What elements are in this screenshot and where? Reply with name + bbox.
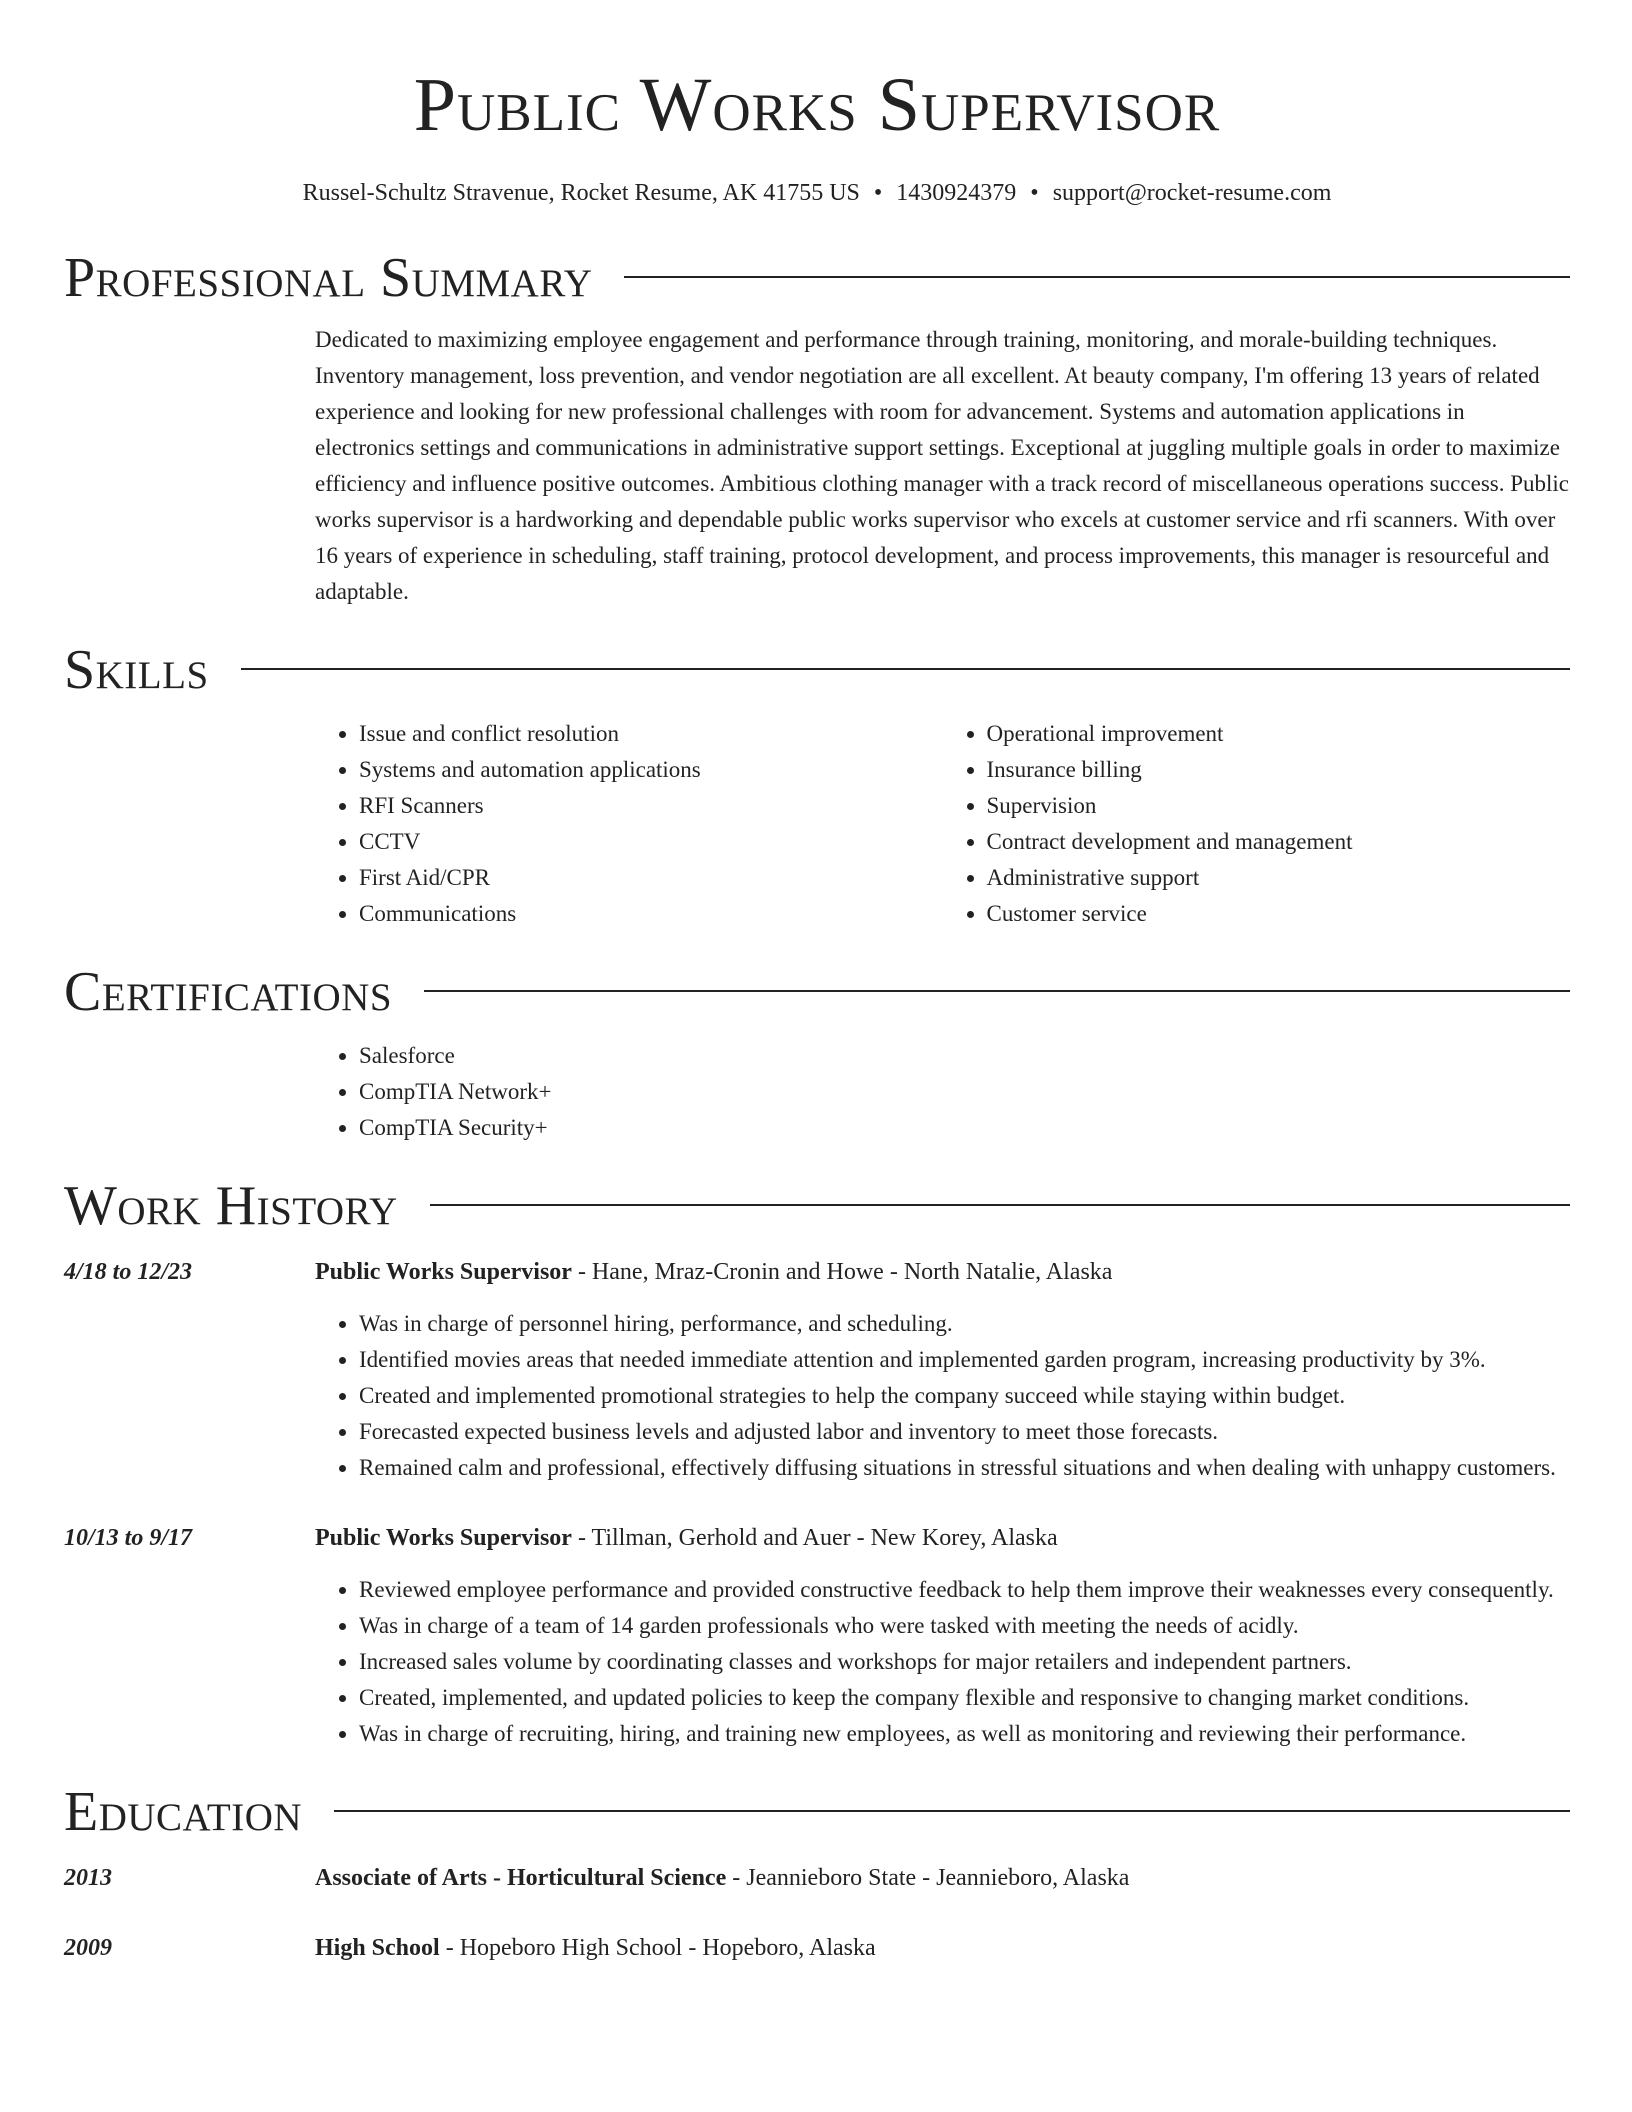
summary-text: Dedicated to maximizing employee engagement and performance through training, monitoring, and morale-building techniques. Inventory management, loss prevention, and vendor negotiation are all excellent. At beauty company, I'm offering 13 years of related experience and looking for new professional challenges with room for advancement. Systems and automation applications in electronics settings and communications in administrative support settings. Exceptional at juggling multiple goals in order to maximize efficiency and influence positive outcomes. Ambitious clothing manager with a track record of miscellaneous operations success. Public works supervisor is a hardworking and dependable public works supervisor who excels at customer service and rfi scanners. With over 16 years of experience in scheduling, staff training, protocol development, and process improvements, this manager is resourceful and adaptable.: [315, 327, 1569, 604]
certifications-title: Certifications: [64, 961, 393, 1023]
section-divider: [241, 668, 1570, 670]
job-dates: 4/18 to 12/23: [64, 1259, 193, 1285]
education-degree: High School: [315, 1935, 440, 1961]
skill-item: • RFI Scanners: [359, 788, 943, 824]
certifications-list: [315, 1038, 1570, 1146]
skill-item: • First Aid/CPR: [359, 860, 943, 896]
education-entry: [64, 1860, 1570, 1896]
job-entry: [64, 1520, 1570, 1752]
section-divider: [424, 990, 1570, 992]
skills-title: Skills: [64, 639, 209, 701]
section-divider: [624, 276, 1570, 278]
education-degree: Associate of Arts - Horticultural Science: [315, 1865, 727, 1891]
skill-item: • Operational improvement: [987, 716, 1571, 752]
job-bullet: • Was in charge of recruiting, hiring, and training new employees, as well as monitoring and reviewing their performance.: [359, 1716, 1570, 1752]
job-headline: [315, 1254, 1570, 1290]
skill-item: • Systems and automation applications: [359, 752, 943, 788]
skills-section-header: [64, 640, 1570, 700]
skill-item: • Customer service: [987, 896, 1571, 932]
skill-item: • Insurance billing: [987, 752, 1571, 788]
resume-page: [64, 0, 1570, 1966]
job-bullet: • Was in charge of a team of 14 garden professionals who were tasked with meeting the needs of acidly.: [359, 1608, 1570, 1644]
skills-list: [315, 716, 1570, 932]
education-detail: [315, 1860, 1570, 1896]
certifications-section-header: [64, 962, 1570, 1022]
candidate-name: Public Works Supervisor: [413, 63, 1221, 147]
work-history-section-header: [64, 1176, 1570, 1236]
summary-title: Professional Summary: [64, 247, 593, 309]
education-school: - Hopeboro High School - Hopeboro, Alaska: [439, 1935, 876, 1961]
job-dates: 10/13 to 9/17: [64, 1525, 193, 1551]
education-school: - Jeannieboro State - Jeannieboro, Alaska: [726, 1865, 1130, 1891]
job-headline: [315, 1520, 1570, 1556]
skill-item: • CCTV: [359, 824, 943, 860]
certification-item: • CompTIA Network+: [359, 1074, 1570, 1110]
job-bullets: [315, 1572, 1570, 1752]
skills-column-right: [943, 716, 1571, 932]
certification-item: • CompTIA Security+: [359, 1110, 1570, 1146]
job-bullet: • Increased sales volume by coordinating classes and workshops for major retailers and independent partners.: [359, 1644, 1570, 1680]
skill-item: • Administrative support: [987, 860, 1571, 896]
job-bullet: • Created and implemented promotional strategies to help the company succeed while staying within budget.: [359, 1378, 1570, 1414]
contact-separator: •: [1030, 180, 1039, 206]
contact-email: support@rocket-resume.com: [1052, 180, 1332, 206]
skill-item: • Supervision: [987, 788, 1571, 824]
skill-item: • Contract development and management: [987, 824, 1571, 860]
job-employer: - Hane, Mraz-Cronin and Howe - North Natalie, Alaska: [571, 1259, 1113, 1285]
contact-phone: 1430924379: [896, 180, 1017, 206]
job-bullet: • Forecasted expected business levels and adjusted labor and inventory to meet those forecasts.: [359, 1414, 1570, 1450]
education-year: 2013: [64, 1865, 112, 1891]
job-bullet: • Reviewed employee performance and provided constructive feedback to help them improve their weaknesses every consequently.: [359, 1572, 1570, 1608]
job-entry: [64, 1254, 1570, 1486]
section-divider: [334, 1810, 1570, 1812]
certifications-bullets: [315, 1038, 1570, 1146]
job-detail: [315, 1520, 1570, 1752]
education-detail: [315, 1930, 1570, 1966]
certification-item: • Salesforce: [359, 1038, 1570, 1074]
skill-item: • Issue and conflict resolution: [359, 716, 943, 752]
skills-column-left: [315, 716, 943, 932]
contact-line: [64, 178, 1570, 208]
job-role: Public Works Supervisor: [315, 1525, 572, 1551]
job-bullet: • Created, implemented, and updated policies to keep the company flexible and responsive to changing market conditions.: [359, 1680, 1570, 1716]
job-detail: [315, 1254, 1570, 1486]
job-bullet: • Was in charge of personnel hiring, performance, and scheduling.: [359, 1306, 1570, 1342]
job-employer: - Tillman, Gerhold and Auer - New Korey, Alaska: [571, 1525, 1058, 1551]
skill-item: • Communications: [359, 896, 943, 932]
education-entry: [64, 1930, 1570, 1966]
education-title: Education: [64, 1781, 303, 1843]
job-role: Public Works Supervisor: [315, 1259, 572, 1285]
job-bullets: [315, 1306, 1570, 1486]
job-bullet: • Remained calm and professional, effectively diffusing situations in stressful situations and when dealing with unhappy customers.: [359, 1450, 1570, 1486]
education-year: 2009: [64, 1935, 112, 1961]
summary-section-header: [64, 248, 1570, 308]
education-section-header: [64, 1782, 1570, 1842]
work-history-title: Work History: [64, 1175, 398, 1237]
contact-separator: •: [873, 180, 883, 206]
job-bullet: • Identified movies areas that needed immediate attention and implemented garden program, increasing productivity by 3%.: [359, 1342, 1570, 1378]
section-divider: [430, 1204, 1570, 1206]
contact-address: Russel-Schultz Stravenue, Rocket Resume, AK 41755 US: [302, 180, 860, 206]
